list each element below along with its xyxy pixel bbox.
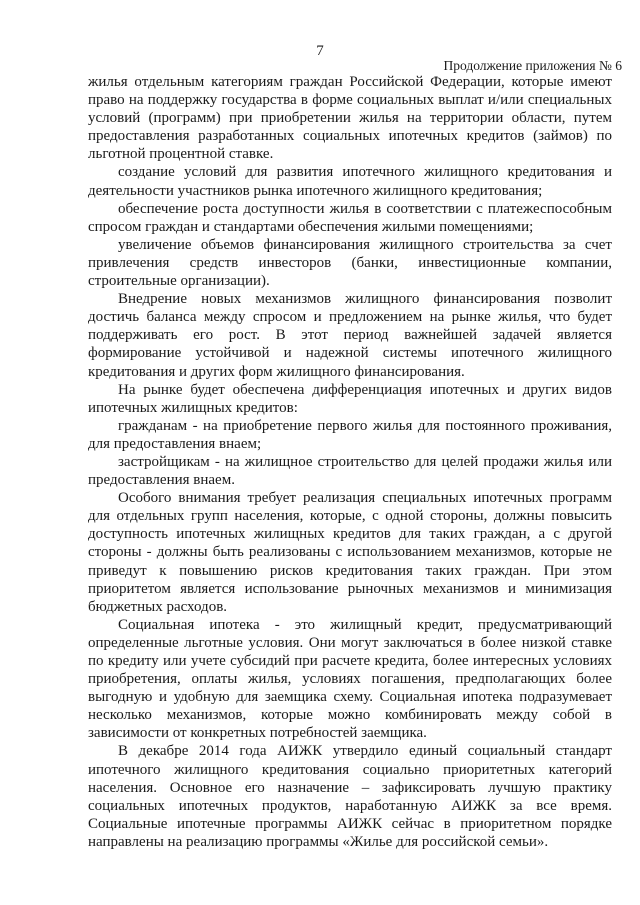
- paragraph-financing-increase: увеличение объемов финансирования жилищного строительства за счет привлечения средств инвесторов (банки, инвестиционные компании, строительные организации).: [88, 236, 612, 290]
- page-number: 7: [316, 43, 324, 59]
- paragraph-differentiation: На рынке будет обеспечена дифференциация ипотечных и других видов ипотечных жилищных кредитов:: [88, 381, 612, 416]
- paragraph-citizens: гражданам - на приобретение первого жилья для постоянного проживания, для предоставления внаем;: [88, 417, 612, 452]
- appendix-continuation-note: Продолжение приложения № 6: [443, 58, 622, 73]
- paragraph-aihk-standard: В декабре 2014 года АИЖК утвердило единый социальный стандарт ипотечного жилищного кредитования социально приоритетных категорий населения. Основное его назначение – зафиксировать лучшую практику социальных ипотечных продуктов, наработанную АИЖК за все время. Социальные ипотечные программы АИЖК сейчас в приоритетном порядке направлены на реализацию программы «Жилье для российской семьи».: [88, 743, 612, 850]
- paragraph-developers: застройщикам - на жилищное строительство для целей продажи жилья или предоставления внаем.: [88, 453, 612, 489]
- paragraph-affordability-growth: обеспечение роста доступности жилья в соответствии с платежеспособным спросом граждан и стандартами обеспечения жилыми помещениями;: [88, 200, 612, 235]
- paragraph-continuation: жилья отдельным категориям граждан Российской Федерации, которые имеют право на поддержку государства в форме социальных выплат и/или специальных условий (программ) при приобретении жилья на территории области, путем предоставления разработанных социальных ипотечных кредитов (займов) по льготной процентной ставке.: [88, 74, 612, 163]
- body-text: [88, 73, 612, 851]
- paragraph-condition-creation: создание условий для развития ипотечного жилищного кредитования и деятельности участников рынка ипотечного жилищного кредитования;: [88, 164, 612, 199]
- paragraph-special-programs: Особого внимания требует реализация специальных ипотечных программ для отдельных групп населения, которые, с одной стороны, должны повысить доступность ипотечных жилищных кредитов для таких граждан, а с другой стороны - должны быть реализованы с использованием механизмов, которые не приведут к повышению рисков кредитования таких граждан. При этом приоритетом является использование рыночных механизмов и минимизация бюджетных расходов.: [88, 490, 612, 615]
- paragraph-new-mechanisms: Внедрение новых механизмов жилищного финансирования позволит достичь баланса между спросом и предложением на рынке жилья, что будет поддерживать его рост. В этот период важнейшей задачей является формирование устойчивой и надежной системы ипотечного жилищного кредитования и других форм жилищного финансирования.: [88, 291, 612, 380]
- paragraph-social-mortgage: Социальная ипотека - это жилищный кредит, предусматривающий определенные льготные условия. Они могут заключаться в более низкой ставке по кредиту или учете субсидий при расчете кредита, более интересных условиях приобретения, оплаты жилья, условиях погашения, предполагающих более выгодную и удобную для заемщика схему. Социальная ипотека подразумевает несколько механизмов, которые можно комбинировать между собой в зависимости от конкретных потребностей заемщика.: [88, 616, 612, 742]
